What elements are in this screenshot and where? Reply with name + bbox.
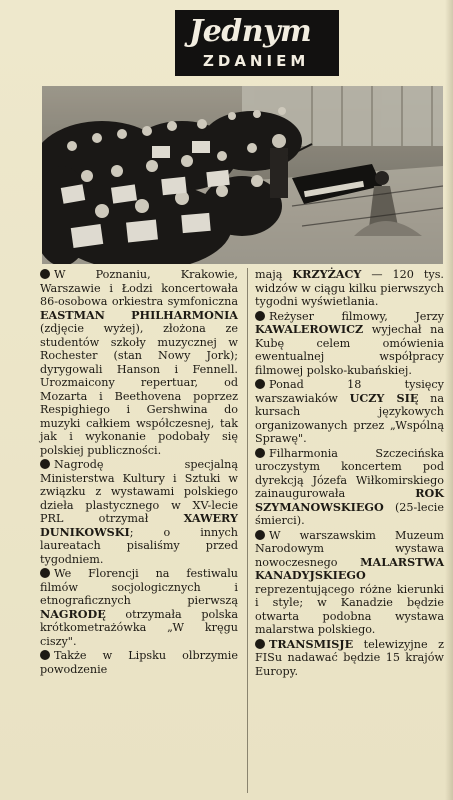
news-item [255,268,444,309]
header-script-title: Jednym [189,14,312,49]
news-item [255,529,444,637]
news-item-text: mają [255,268,293,281]
orchestra-photo-image [42,86,443,264]
news-item [255,378,444,446]
news-item-text: Także w Lipsku olbrzymie powodzenie [40,649,238,676]
news-item-text: Nagrodę specjalną Ministerstwa Kultury i Sztuki w związku z wystawami polskiego dzieła plastycznego w XV-lecie PRL otrzymał [40,458,238,525]
news-item [40,649,238,676]
news-item-text: wyjechał na Kubę celem omówienia ewentualnej współpracy filmowej polsko-kubańskiej. [255,323,444,377]
news-item-text: otrzymała polska krótkometrażówka „W kręgu ciszy". [40,607,238,648]
bullet-icon [255,311,265,321]
page-edge-shadow [445,0,453,800]
news-item-highlight: KAWALEROWICZ [255,322,364,336]
news-item-highlight: MALARSTWA KANADYJSKIEGO [255,554,444,582]
news-item-text: na kursach językowych organizowanych przez „Wspólną Sprawę". [255,391,444,445]
bullet-icon [255,448,265,458]
news-item-text: (25-lecie śmierci). [255,500,444,527]
right-column [255,268,444,679]
news-item [255,447,444,528]
news-item-text: Ponad 18 tysięcy warszawiaków [255,378,444,405]
news-item-text: Filharmonia Szczecińska uroczystym koncertem pod dyrekcją Józefa Wiłkomirskiego zainaugurowała [255,446,444,500]
news-item-highlight: NAGRODĘ [40,606,106,621]
news-item-text: Reżyser filmowy, Jerzy [269,309,444,323]
column-divider [247,268,248,793]
news-item [40,268,238,457]
news-item-text: — 120 tys. widzów w ciągu kilku pierwszych tygodni wyświetlania. [255,268,444,308]
news-item-highlight: TRANSMISJE [269,636,354,651]
news-item [255,310,444,378]
bullet-icon [40,459,50,469]
header-caps-title: ZDANIEM [203,52,310,70]
news-item-text: ; o innych laureatach pisaliśmy przed tygodniem. [40,525,238,566]
news-item-highlight: EASTMAN PHILHARMONIA [40,307,238,322]
orchestra-photo [42,86,443,264]
news-item-text: telewizyjne z FISu nadawać będzie 15 krajów Europy. [255,637,444,678]
news-item-text: W Poznaniu, Krakowie, Warszawie i Łodzi koncertowała 86-osobowa orkiestra symfoniczna [40,268,238,308]
news-item-text: W warszawskim Muzeum Narodowym wystawa nowoczesnego [255,528,444,569]
news-item [255,638,444,679]
news-item-text: We Florencji na festiwalu filmów socjologicznych i etnograficznych pierwszą [40,567,238,607]
news-item-highlight: UCZY SIĘ [349,390,419,405]
news-item [40,567,238,648]
news-item-highlight: ROK SZYMANOWSKIEGO [255,486,444,514]
bullet-icon [255,379,265,389]
left-column [40,268,238,677]
section-header [175,10,339,76]
news-item-highlight: XAWERY DUNIKOWSKI [40,511,238,539]
bullet-icon [40,269,50,279]
news-item-text: (zdjęcie wyżej), złożona ze studentów szkoły muzycznej w Rochester (stan Nowy Jork); dyrygowali Hanson i Fennell. Urozmaicony repertuar, od Mozarta i Beethovena poprzez Respighiego i Gershwina do muzyki całkiem współczesnej, tak jak i wykonanie podobały się polskiej publiczności. [40,322,238,457]
news-item-text: reprezentującego różne kierunki i style; w Kanadzie będzie otwarta podobna wystawa malarstwa polskiego. [255,582,444,636]
news-item-highlight: KRZYŻACY [292,267,362,281]
bullet-icon [255,530,265,540]
bullet-icon [40,568,50,578]
bullet-icon [255,639,265,649]
news-item [40,458,238,566]
bullet-icon [40,650,50,660]
